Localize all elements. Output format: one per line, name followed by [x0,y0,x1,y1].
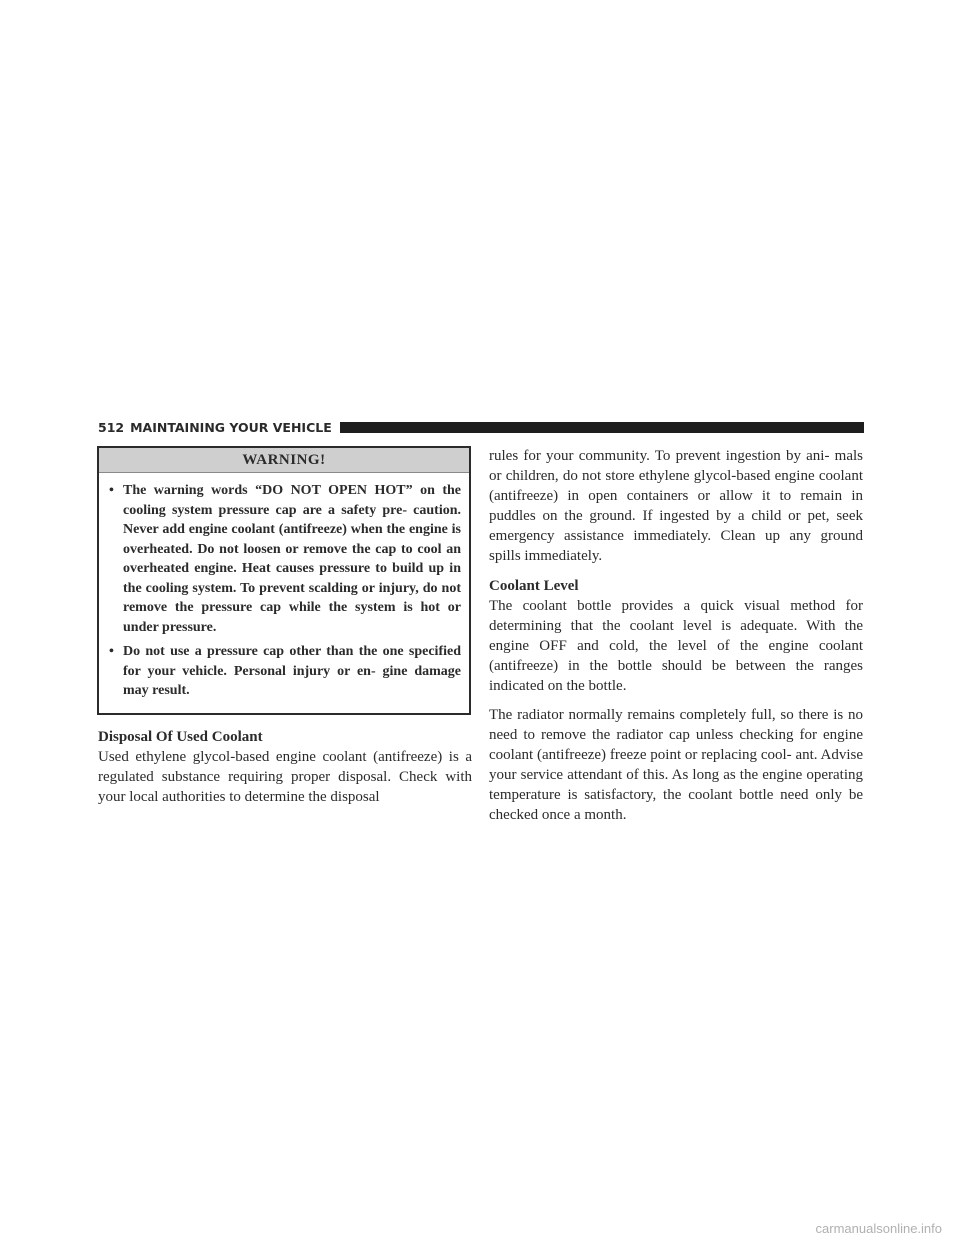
right-column [489,446,863,825]
header-rule [340,422,864,433]
disposal-paragraph-continued: rules for your community. To prevent ingestion by ani- mals or children, do not store ethylene glycol-based engine coolant (antifreeze) in open containers or allow it to remain in puddles on the ground. If ingested by a child or pet, seek emergency assistance immediately. Clean up any ground spills immediately. [489,448,863,564]
section-title: MAINTAINING YOUR VEHICLE [130,419,332,435]
disposal-heading: Disposal Of Used Coolant [98,729,263,745]
radiator-paragraph: The radiator normally remains completely full, so there is no need to remove the radiator cap unless checking for engine coolant (antifreeze) freeze point or replacing cool- ant. Advise your service attendant of this. As long as the engine operating temperature is satisfactory, the coolant bottle need only be checked once a month. [489,707,863,823]
warning-item [109,642,461,701]
bullet-icon: • [109,644,114,659]
warning-item-text: The warning words “DO NOT OPEN HOT” on the cooling system pressure cap are a safety pre- caution. Never add engine coolant (antifreeze) when the engine is overheated. Do not loosen or remove the cap to cool an overheated engine. Heat causes pressure to build up in the cooling system. To prevent scalding or injury, do not remove the pressure cap while the system is hot or under pressure. [123,483,461,635]
warning-title-bar [99,448,469,473]
running-header [98,418,864,436]
disposal-paragraph-start: Used ethylene glycol-based engine coolant (antifreeze) is a regulated substance requiring proper disposal. Check with your local authorities to determine the disposal [98,749,472,805]
warning-item [109,481,461,637]
warning-list [99,473,469,701]
watermark: carmanualsonline.info [815,1221,942,1236]
warning-item-text: Do not use a pressure cap other than the one specified for your vehicle. Personal injury or en- gine damage may result. [123,644,461,698]
page-number: 512 [98,419,125,435]
coolant-level-paragraph: The coolant bottle provides a quick visual method for determining that the coolant level is adequate. With the engine OFF and cold, the level of the engine coolant (antifreeze) in the bottle should be between the ranges indicated on the bottle. [489,598,863,694]
bullet-icon: • [109,483,114,498]
warning-box [97,446,471,715]
warning-title: WARNING! [242,451,326,468]
left-column [98,727,472,807]
coolant-level-heading: Coolant Level [489,578,579,594]
